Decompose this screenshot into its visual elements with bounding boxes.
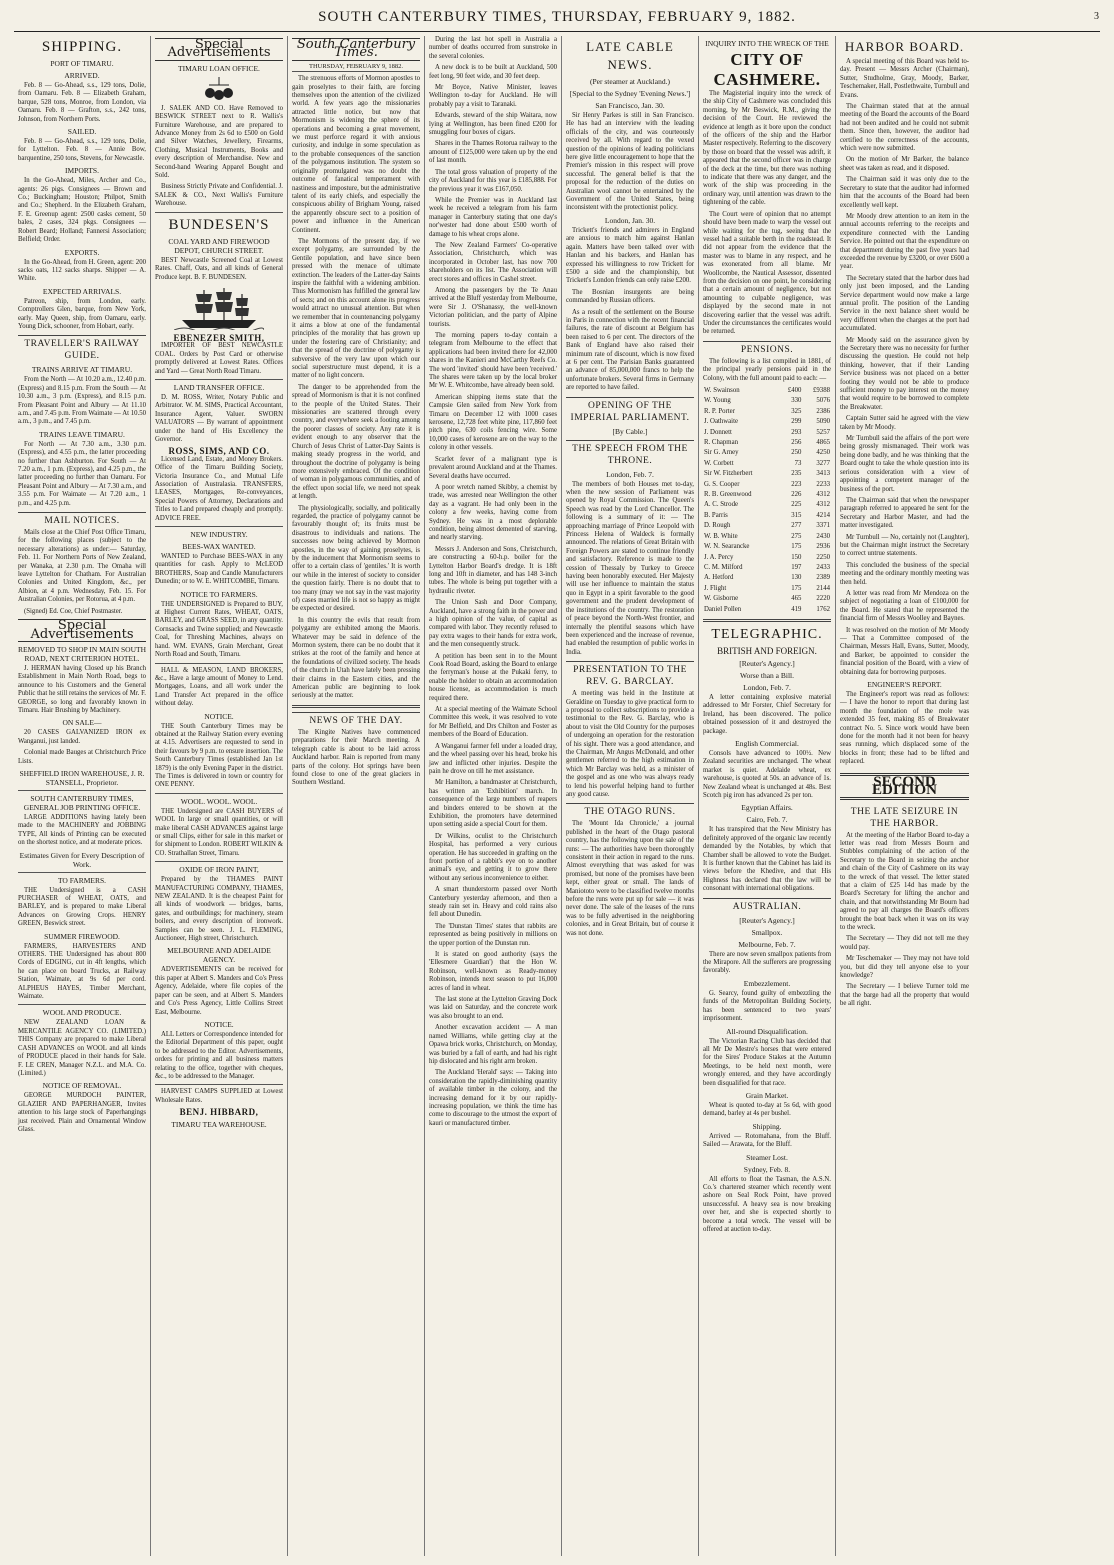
presentation-text: A meeting was held in the Institute at Geraldine on Tuesday to give practical form to a proposal to collect subscriptions to provide a testimonial to the Rev. G. Barclay, who is about to visit the Old Country for the purposes of undergoing an operation for the restoration of his sight. There was a good attendance, and the Chairman, Mr Angus McDonald, and other gentlemen referred to the high estimation in which Mr Barclay was held, as a minister of the gospel and as one who was always ready to lend his powerful helping hand to further any good cause. xyxy=(566,690,694,798)
cable-text-3: The Bosnian insurgents are being commanded by Russian officers. xyxy=(566,288,694,305)
pension-row xyxy=(703,459,831,469)
pensions-heading: PENSIONS. xyxy=(703,341,831,356)
hibbard-heading: BENJ. HIBBARD, xyxy=(179,1107,259,1118)
pension-cell-b: 3371 xyxy=(816,522,830,530)
smallpox-heading: Smallpox. xyxy=(751,927,783,937)
ebenezer-heading: EBENEZER SMITH, xyxy=(173,332,265,343)
hibbard-sub: TIMARU TEA WAREHOUSE. xyxy=(171,1119,267,1129)
shipping-heading-2: Shipping. xyxy=(752,1121,782,1131)
notice-farmers-heading: NOTICE TO FARMERS. xyxy=(180,589,258,599)
pension-cell-name: J. Oathwaite xyxy=(704,418,738,426)
news-item: Among the passengers by the Te Anau arrived at the Bluff yesterday from Melbourne, were Sir J. O'Shanassy, the well-known Victorian politician, and the party of Alpine tourists. xyxy=(429,286,557,328)
australian-reuter: [Reuter's Agency.] xyxy=(739,915,795,925)
arrived-heading: ARRIVED. xyxy=(64,71,100,80)
harvest-text: HARVEST CAMPS SUPPLIED at Lowest Wholesale Rates. xyxy=(155,1088,283,1104)
land-transfer-heading: LAND TRANSFER OFFICE. xyxy=(173,382,265,392)
pension-cell-b: 2433 xyxy=(816,563,830,571)
speech-heading: THE SPEECH FROM THE THRONE. xyxy=(566,440,694,467)
egypt-heading: Egyptian Affairs. xyxy=(741,803,793,813)
harbor-p9: Mr Turnbull said the affairs of the port were being grossly mismanaged. Their work was being done badly, and he was thinking that the Board ought to take the whole question into its serious consideration with a view of appointing a competent manager of the business of the port. xyxy=(840,435,969,493)
pension-cell-b: 2389 xyxy=(816,574,830,582)
pension-cell-name: Sir G. Arney xyxy=(704,449,739,457)
news-item: Edwards, steward of the ship Waitara, now lying at Wellington, has been fined £200 for smuggling four boxes of cigars. xyxy=(429,112,557,137)
pension-cell-a: 465 xyxy=(791,595,802,603)
pension-row xyxy=(703,469,831,479)
news-item: A Wanganui farmer fell under a loaded dray, and the wheel passing over his head, broke his jaw and inflicted other injuries. Despite the pain he drove on till he met assistance. xyxy=(429,742,557,775)
embezzlement-heading: Embezzlement. xyxy=(743,978,791,988)
harbor-p2: The Chairman stated that at the annual meeting of the Board the accounts of the Board had not been audited and he could not submit them. Since then, however, the auditor had certified to the correctness of the accounts, which were now submitted. xyxy=(840,103,969,153)
engineer-report-heading: ENGINEER'S REPORT. xyxy=(867,680,942,690)
imports-heading: IMPORTS. xyxy=(65,166,99,176)
ebenezer-text: IMPORTER OF BEST NEWCASTLE COAL. Orders by Post Card or otherwise promptly delivered at Lowest Rates. Offices and Yard — Great North Road Timaru. xyxy=(155,342,283,375)
estimates-line: Estimates Given for Every Description of Work. xyxy=(19,850,145,869)
melbourne-agency-heading: MELBOURNE AND ADELAIDE AGENCY. xyxy=(167,946,271,965)
australian-heading: AUSTRALIAN. xyxy=(703,898,831,913)
on-sale-heading: ON SALE— xyxy=(62,718,102,728)
editorial-p4: The physiologically, socially, and politically regarded, the practice of polygamy cannot be favourably thought of; its fruits must be disastrous to individuals and nations. The successes now being achieved by Mormon apostles, in the way of gaining proselytes, is by the inducement that Mormonism seems to offer to a certain class of 'gentiles.' It is worth our while in the interest of society to consider the question fairly. There is no doubt that to too many (may we not say in the vast majority of) cases married life is not so happy as might be expected or desired. xyxy=(292,504,420,613)
news-item: The New Zealand Farmers' Co-operative Association, Christchurch, which was incorporated in October last, has now 700 shareholders on its list. The Association will erect stores and offices in Cashel street. xyxy=(429,241,557,283)
notice-2-text: ALL Letters or Correspondence intended for the Editorial Department of this paper, ought to be addressed to the Editor. Advertisements, orders for printing and all business matters relating to the office, together with cheques, &c., to be addressed to the Manager. xyxy=(155,1030,283,1080)
pension-cell-a: 197 xyxy=(791,563,802,571)
paint-heading: OXIDE OF IRON PAINT, xyxy=(179,865,259,875)
parliament-sub: [By Cable.] xyxy=(612,426,648,436)
pension-row xyxy=(703,438,831,448)
harbor-p7: Mr Moody said on the assurance given by the Secretary there was no necessity for further discussing the question. He could not help thinking, however, that if their Landing Service business was not placed on a better footing they would not be able to produce sufficient money to pay interest on the money that would require to be borrowed to complete the Breakwater. xyxy=(840,336,969,411)
pension-cell-a: 299 xyxy=(791,418,802,426)
pension-cell-a: 277 xyxy=(791,522,802,530)
pension-row xyxy=(703,417,831,427)
pension-cell-b: 1762 xyxy=(816,605,830,613)
telegraphic-heading: TELEGRAPHIC. xyxy=(711,626,823,642)
pension-cell-a: 275 xyxy=(791,532,802,540)
news-item: Another excavation accident — A man named Williams, while getting clay at the Opawa brick works, Christchurch, on Monday, was buried by a fall of earth, and had his right hip dislocated and his right arm broken. xyxy=(429,1024,557,1065)
commercial-text: Consols have advanced to 100½. New Zealand securities are unchanged. The wheat market is quiet. Adelaide wheat, ex warehouse, is quoted at 50s. an advance of 1s. New Zealand wheat is unchanged at 48s. Best Scotch pig iron has advanced 2s per ton. xyxy=(703,749,831,799)
steamer-lost-date: Sydney, Feb. 8. xyxy=(743,1164,791,1174)
salek-text: Business Strictly Private and Confidential. J. SALEK & CO., Next Wallis's Furniture Warehouse. xyxy=(155,183,283,208)
pension-cell-b: 2250 xyxy=(816,553,830,561)
pension-cell-b: 4312 xyxy=(816,491,830,499)
expected-text: Patreon, ship, from London, early. Comptrollers Glen, barque, from New York, early. May Queen, ship, from Oamaru, early. Young Dick, schooner, from Hobart, early. xyxy=(18,297,146,330)
pension-row xyxy=(703,563,831,573)
pension-cell-a: 175 xyxy=(791,584,802,592)
pension-cell-a: 330 xyxy=(791,397,802,405)
cable-heading: LATE CABLE NEWS. xyxy=(586,39,674,72)
pension-cell-b: £9388 xyxy=(813,387,830,394)
special-ads-heading: Special Advertisements xyxy=(18,619,146,642)
otago-heading: THE OTAGO RUNS. xyxy=(566,803,694,818)
pension-cell-name: W. Gisborne xyxy=(704,595,739,603)
pawn-sign-icon xyxy=(204,77,234,101)
trains-arrive-text: From the North — At 10.20 a.m., 12.40 p.m. (Express) and 8.15 p.m. From the South — At 10.30 a.m., 3 p.m. (Express), and 8.15 p.m. From Pleasant Point and Albury — At 11.10 a.m., and 7.45 p.m. From Waimate — At 10.50 a.m., 3 p.m., and 7.45 p.m. xyxy=(18,376,146,426)
mail-text: Mails close at the Chief Post Office Timaru, for the following places (subject to the necessary alterations) as under:— Saturday, Feb. 11. For Northern Ports of New Zealand, per Wanaka, at 2.30 p.m. The Omaha will leave Lyttelton for Chatham. For Australian Colonies and United Kingdom, &c., per Albion, at 4 p.m. Wednesday, Feb. 15. For Australian Colonies, per Rotorua, at 4 p.m. xyxy=(18,529,146,604)
ross-sims-text: Licensed Land, Estate, and Money Brokers. Office of the Timaru Building Society, Victoria Insurance Co., and Mutual Life Association of Australasia. TRANSFERS, LEASES, Mortgages, Re-conveyances, Special Powers of Attorney, Declarations and Titles to Land prepared cheaply and promptly. ADVICE FREE. xyxy=(155,455,283,522)
pension-cell-a: 73 xyxy=(794,459,802,467)
column-1 xyxy=(14,36,151,1556)
pension-cell-a: 130 xyxy=(791,574,802,582)
job-printing-heading: SOUTH CANTERBURY TIMES, GENERAL JOB PRINTING OFFICE. xyxy=(23,793,141,812)
pension-cell-name: R. B. Greenwood xyxy=(704,491,752,499)
news-item: While the Premier was in Auckland last week he received a telegram from his farm manager in Canterbury stating that one day's nor'wester had done about £500 worth of damage to his wheat crops alone. xyxy=(429,196,557,238)
pension-row xyxy=(703,521,831,531)
pension-cell-a: 235 xyxy=(791,470,802,478)
grain-heading: Grain Market. xyxy=(745,1090,789,1100)
exports-text: In the Go-Ahead, from H. Green, agent: 200 sacks oats, 112 sacks sharps. Shipper — A. White. xyxy=(18,258,146,283)
engineer-report-text: The Engineer's report was read as follows: — I have the honor to report that during last month the foundation of the mole was extended 35 feet, making 85 of Breakwater contract No. 5. Since work would have been done for the month had it not been for heavy seas running, which displaced some of the blocks in front; these had to be lifted and replaced. xyxy=(840,691,969,766)
pension-cell-a: 150 xyxy=(791,553,802,561)
notice-heading: NOTICE. xyxy=(204,711,234,721)
pension-row xyxy=(703,573,831,583)
news-item: The Auckland 'Herald' says: — Taking into consideration the rapidly-diminishing quantity of available timber in the colony, and the increasing demand for it by our rapidly-increasing population, we think the time has come to discourage to the utmost the export of kauri or manufactured timber. xyxy=(429,1069,557,1127)
speech-text: The members of both Houses met to-day, when the new session of Parliament was opened by Royal Commission. The Queen's Speech was read by the Lord Chancellor. The following is a summary of it: — The approaching marriage of Prince Leopold with Princess Helena of Waldeck is formally announced. The relations of Great Britain with Foreign Powers are stated to continue friendly and satisfactory. Reference is made to the cession of Thessaly by Turkey to Greece having been honorably executed. Her Majesty will use her influence to maintain the status quo in Egypt in a spirit favorable to the good government and the prudent development of the institutions of the country. The restoration of peace beyond the North-West frontier, and internally the plentiful seasons which have been experienced and the increase of revenue, had enabled the resumption of public works in India. xyxy=(566,480,694,656)
pensions-table xyxy=(703,386,831,615)
mail-heading: MAIL NOTICES. xyxy=(18,512,146,527)
inquiry-text-2: The Court were of opinion that no attempt should have been made to warp the vessel out while waiting for the tug, seeing that the vessel had a suitable berth in the roadstead. It did not appear from the evidence that the master was to blame in any respect, and he was exonerated from all blame. Mr Woollcombe, the Nautical Assessor, dissented from the decision on one point, he considering that a certain amount of negligence, but not amounting to culpable negligence, was displayed by the second mate in not discovering earlier that the vessel was adrift. Under the circumstances the certificates would be returned. xyxy=(703,210,831,336)
pension-cell-a: 419 xyxy=(791,605,802,613)
hall-meason-text: HALL & MEASON, LAND BROKERS, &c., Have a large amount of Money to Lend. Mortgages, Loans, and all work under the Land Transfer Act prepared in the office without delay. xyxy=(155,666,283,708)
harbor-board-heading: HARBOR BOARD. xyxy=(844,39,965,54)
pension-cell-name: Sir W. Fitzherbert xyxy=(704,470,753,478)
editorial-p3: The danger to be apprehended from the spread of Mormonism is that it is not confined to the people of the United States. Their missionaries are scattered through every country, and everywhere seek a footing among the poorer classes of society. Any rate it is evident enough to any observer that the Church of Jesus Christ of Latter-Day Saints is making steady progress in the world, and throughout the doctrine of polygamy is being more extensively embraced. Of the condition of woman in polygamous communities, and of the effect upon social life, we need not speak at length. xyxy=(292,383,420,501)
embezzlement-text: G. Searcy, found guilty of embezzling the funds of the Metropolitan Building Society, has been sentenced to two years' imprisonment. xyxy=(703,989,831,1023)
harbor-p5: Mr Moody drew attention to an item in the annual accounts referring to the receipts and expenditure connected with the Landing Service. He pointed out that the expenditure on that department during the past five years had exceeded the revenue by £3200, or over £600 a year. xyxy=(840,212,969,271)
news-text: The Kingite Natives have commenced preparations for their March meeting. A telegraph cable is about to be laid across Auckland harbor. Rain is reported from many parts of the colony. Hot springs have been found close to one of the great glaciers in Southern Westland. xyxy=(292,728,420,787)
columns xyxy=(14,36,1100,1556)
farmers-text: THE Undersigned is a CASH PURCHASER of WHEAT, OATS, and BARLEY, and is prepared to make Liberal Advances on Growing Crops. HENRY GREEN, Beswick street. xyxy=(18,886,146,928)
pension-cell-name: J. Donnett xyxy=(704,428,732,436)
harbor-p13: A letter was read from Mr Mendoza on the subject of negotiating a loan of £100,000 for the Board. He stated that he represented the financial firm of Messrs Woolley and Baynes. xyxy=(840,589,969,623)
second-edition-heading: SECOND EDITION xyxy=(840,773,969,800)
bundesen-text: BEST Newcastle Screened Coal at Lowest Rates. Chaff, Oats, and all kinds of General Produce kept. B. F. BUNDESEN. xyxy=(155,256,283,281)
wool-produce-text: NEW ZEALAND LOAN & MERCANTILE AGENCY CO. (LIMITED.) THIS Company are prepared to make Liberal CASH ADVANCES on WOOL and all kinds of PRODUCE placed in their hands for Sale. F. LE CREN, Manager N.Z.L. and M.A. Co. (Limited.) xyxy=(18,1019,146,1077)
pension-cell-name: R. P. Porter xyxy=(704,407,735,415)
pension-cell-b: 5257 xyxy=(816,428,830,436)
loan-office-heading: TIMARU LOAN OFFICE. xyxy=(178,63,260,73)
column-4 xyxy=(425,36,562,1556)
pension-row xyxy=(703,428,831,438)
editorial-p1: The strenuous efforts of Mormon apostles to gain proselytes to their faith, are forcing themselves upon the attention of the civilized world. A few years ago the missionaries attracted little notice, but now that Mormonism is widening the sphere of its operations and becoming a great movement, we must perforce regard it with anxious curiosity, and indulge in some speculation as to the probable consequences of the sanction of the polygamous institution. The system so originally promulgated was no doubt the outcome of fanatical temperament with nastiness and imposture, but the administrative talent of its early chiefs, and especially the conspicuous ability of Brigham Young, raised the apparently obscure sect to a position of power and influence in the American Continent. xyxy=(292,75,420,234)
pension-row xyxy=(703,584,831,594)
editorial-p2: The Mormons of the present day, if we except polygamy, are surrounded by the Gentile population, and have since been pressed with the menace of ultimate extinction. The leaders of the Latter-day Saints inspire the faithful with a widening ambition. Thus Mormonism has fulfilled the general law of sects; and on this account alone its progress would attract no unusual attention. But when we remember that in countenancing polygamy it aims a blow at one of the fundamental principles of the morality that has grown up under the fostering care of Christianity; and that the spread of the doctrine of polygamy is subversive of the very law upon which our social superstructure must depend, it is a matter of no light concern. xyxy=(292,237,420,380)
pension-cell-a: 250 xyxy=(791,449,802,457)
pension-cell-name: J. A. Percy xyxy=(704,553,734,561)
pension-cell-b: 2936 xyxy=(816,543,830,551)
news-item: The total gross valuation of property of the city of Auckland for this year is £185,888. For the previous year it was £167,050. xyxy=(429,168,557,193)
seizure-text-2: The Secretary — They did not tell me they would pay. xyxy=(840,935,969,951)
dateline-london-2: London, Feb. 7. xyxy=(606,469,654,479)
news-item: A petition has been sent in to the Mount Cook Road Board, asking the Board to enlarge the ferryman's house at the Pukaki ferry, to enable the holder to obtain an accommodation house license, as accommodation is much required there. xyxy=(429,652,557,702)
pension-row xyxy=(703,532,831,542)
port-heading: PORT OF TIMARU. xyxy=(50,59,114,68)
pension-cell-b: 2220 xyxy=(816,595,830,603)
beeswax-heading: BEES-WAX WANTED. xyxy=(182,542,256,552)
mail-signature: (Signed) Ed. Coe, Chief Postmaster. xyxy=(24,607,123,615)
cable-sub: (Per steamer at Auckland.) xyxy=(590,77,670,86)
news-item: Mr Boyce, Native Minister, leaves Wellington to-day for Auckland. He will probably pay a visit to Taranaki. xyxy=(429,84,557,108)
pension-cell-name: Daniel Pollen xyxy=(704,605,742,613)
pension-cell-name: B. Parris xyxy=(704,511,728,519)
pension-row xyxy=(703,396,831,406)
smallpox-date: Melbourne, Feb. 7. xyxy=(738,939,796,949)
news-item: A smart thunderstorm passed over North Canterbury yesterday afternoon, and then a steady rain set in. Heavy and cold rains also fell about Dunedin. xyxy=(429,886,557,919)
firewood-heading: SUMMER FIREWOOD. xyxy=(44,931,120,941)
pension-cell-name: W. Young xyxy=(704,397,731,405)
colonial-ad: Colonial made Bauges at Christchurch Price Lists. xyxy=(18,749,146,765)
trains-arrive-heading: TRAINS ARRIVE AT TIMARU. xyxy=(31,365,133,375)
pension-cell-name: A. Hetford xyxy=(704,574,734,582)
pension-cell-b: 2430 xyxy=(816,532,830,540)
pensions-intro: The following is a list compiled in 1881, of the principal yearly pensions paid in the Colony, with the full amount paid to each: — xyxy=(703,357,831,382)
bundesen-sub: COAL YARD AND FIREWOOD DEPOT, CHURCH STREET. xyxy=(168,236,270,255)
notice-farmers-text: THE UNDERSIGNED is Prepared to BUY, at Highest Current Rates, WHEAT, OATS, BARLEY, and GRASS SEED, in any quantity. Cornsacks and Twine supplied; and Newcastle Coal, for Threshing Machines, always on hand. WM. EVANS, Grain Merchant, Great North Road and South, Timaru. xyxy=(155,600,283,659)
seizure-text-3: Mr Teschemaker — They may not have told you, but did they tell anyone else to your knowledge? xyxy=(840,955,969,979)
dateline-sf: San Francisco, Jan. 30. xyxy=(595,101,665,110)
worse-date: London, Feb. 7. xyxy=(743,682,791,692)
pension-cell-a: 293 xyxy=(791,428,802,436)
farmers-heading: TO FARMERS. xyxy=(57,875,107,885)
pension-cell-a: 223 xyxy=(791,480,802,488)
otago-text: The 'Mount Ida Chronicle,' a journal published in the heart of the Otago pastoral country, has the following upon the sale of the runs: — The authorities have been thoroughly consistent in their action in regard to the runs. Almost everything that was asked for was promised, but none of the promises have been kept, either great or small. The lands of Maniototo were to be classified twelve months before the runs were put up for sale — it was never done. The sale of the leases of the runs was to be fully advertised in the neighboring colonies, and in Great Britain, but of course it was not done. xyxy=(566,820,694,937)
pension-cell-name: C. M. Milford xyxy=(704,563,743,571)
news-item: During the last hot spell in Australia a number of deaths occurred from sunstroke in the several colonies. xyxy=(429,36,557,60)
ship-icon xyxy=(174,286,264,330)
column-2 xyxy=(151,36,288,1556)
news-item: A poor wretch named Skibby, a chemist by trade, was arrested near Wellington the other day as a vagrant. He had only been in the colony a few weeks, having come from Sydney. He was in a most deplorable condition, being almost demented of starving, and nearly starving. xyxy=(429,483,557,542)
pension-cell-name: W. N. Searancke xyxy=(704,543,750,551)
wool-text: THE Undersigned are CASH BUYERS of WOOL In large or small quantities, or will make liberal CASH ADVANCES against large or small Clips, either for sale in this market or for shipment to London. ROBERT WILKIN & CO. Strathallan Street, Timaru. xyxy=(155,807,283,857)
inquiry-text-1: The Magisterial inquiry into the wreck of the ship City of Cashmere was concluded this morning, by Mr Beswick, R.M., giving the decision of the Court. He reviewed the evidence at length as it bore upon the conduct of the officers of the ship and the Harbor Master respectively. Referring to the discovery by those on board that the vessel was adrift, it appeared that the second officer was in charge of the deck at the time, but there was nothing to indicate that there was any danger, and the work of the ship was proceeding in the ordinary way, until attention was drawn to the tightening of the cable. xyxy=(703,90,831,207)
seizure-text: At the meeting of the Harbor Board to-day a letter was read from Messrs Bourn and Stubbles complaining of the action of the Secretary to the Board in seizing the anchor and chain of the City of Cashmere on its way to the wreck of that vessel. The letter stated that a claim of £25 14d has made by the Board's Secretary for lifting the anchor and chain, and that notwithstanding Mr Bourn had agreed to pay all charges the Board's officers brought the boat back when it was on its way to the wreck. xyxy=(840,831,969,931)
ross-sims-heading: ROSS, SIMS, AND CO. xyxy=(168,446,270,457)
loan-text: J. SALEK AND CO. Have Removed to BESWICK STREET next to R. Wallis's Furniture Warehouse, and are prepared to Advance Money from 2s 6d to £500 on Gold and Silver Watches, Jewellery, Firearms, Clothing, Musical Instruments, Books and every description of Merchandise. New and Second-hand Wearing Apparel Bought and Sold. xyxy=(155,104,283,180)
pension-cell-name: R. Chapman xyxy=(704,439,738,447)
pension-row xyxy=(703,448,831,458)
paint-text: Prepared by the THAMES PAINT MANUFACTURING COMPANY, THAMES, NEW ZEALAND. It is the cheapest Paint for all kinds of woodwork — bridges, barns, gates, and outbuildings; for machinery, steam boilers, and every description of ironwork. Samples can be seen. J. L. FLEMING, Auctioneer, High street, Christchurch. xyxy=(155,876,283,943)
land-transfer-text: D. M. ROSS, Writer, Notary Public and Arbitrator. W. M. SIMS, Practical Accountant, Insurance Agent, Valuer. SWORN VALUATORS — By warrant of appointment under the hand of His Excellency the Governor. xyxy=(155,393,283,443)
news-item: The last stone at the Lyttelton Graving Dock was laid on Saturday, and the concrete work was also brought to an end. xyxy=(429,996,557,1020)
pension-cell-a: £400 xyxy=(787,387,802,394)
column-7 xyxy=(836,36,973,1556)
inquiry-heading: INQUIRY INTO THE WRECK OF THE xyxy=(705,39,829,48)
wool-heading: WOOL. WOOL. WOOL. xyxy=(180,796,258,806)
news-item: Messrs J. Anderson and Sons, Christchurch, are constructing a 60-h.p. boiler for the Lyttelton Harbor Board's dredge. It is 18ft long and 10ft in diameter, and has 148 3-inch tubes. The whole is being put together with a hydraulic riveter. xyxy=(429,545,557,595)
pension-cell-b: 4214 xyxy=(816,511,830,519)
worse-text: A letter containing explosive material addressed to Mr Forster, Chief Secretary for Ireland, has been discovered. The police obtained possession of it and destroyed the package. xyxy=(703,693,831,735)
herman-ad: J. HERMAN having Closed up his Branch Establishment in Main North Road, begs to announce to his Customers and the General Public that he still retains the services of Mr. F. GEORGE, so long and favorably known in Timaru. Hair Brushing by Machinery. xyxy=(18,664,147,714)
newspaper-title: SOUTH CANTERBURY TIMES, THURSDAY, FEBRUARY 9, 1882. xyxy=(318,9,796,25)
pension-cell-name: A. C. Strode xyxy=(704,501,738,509)
pension-cell-a: 226 xyxy=(791,491,802,499)
column-6 xyxy=(699,36,836,1556)
harbor-p3: On the motion of Mr Barker, the balance sheet was taken as read, and it disposed. xyxy=(840,156,969,172)
arrived-text: Feb. 8 — Go-Ahead, s.s., 129 tons, Dolie, from Oamaru. Feb. 8 — Elizabeth Graham, barque, 528 tons, Monroe, from London, via Oamaru. Feb. 8 — Grafton, s.s., 242 tons, Johnson, from Northern Ports. xyxy=(18,82,146,123)
pension-row xyxy=(703,407,831,417)
column-5 xyxy=(562,36,699,1556)
disqualification-text: The Victorian Racing Club has decided that all Mr De Mestre's horses that were entered for the Sires' Produce Stakes at the Autumn Meetings, to be held next month, were wrongly entered, and they have accordingly been disqualified for that race. xyxy=(703,1037,831,1087)
pension-cell-b: 2233 xyxy=(816,480,830,488)
pension-cell-name: W. B. White xyxy=(704,532,738,540)
harbor-p10: The Chairman said that when the newspaper paragraph referred to appeared he sent for the Secretary and Harbor Master, and had the matter investigated. xyxy=(840,496,969,530)
pension-row xyxy=(703,594,831,604)
british-foreign-heading: BRITISH AND FOREIGN. xyxy=(717,645,817,656)
pension-cell-b: 3413 xyxy=(816,470,830,478)
pension-cell-name: J. Flight xyxy=(704,584,727,592)
news-item: The 'Dunstan Times' states that rabbits are represented as being positively in millions on the upper portion of the Dunstan run. xyxy=(429,922,557,947)
smallpox-text: There are now seven smallpox patients from the Mirapore. All the sufferers are progressing favorably. xyxy=(703,950,831,975)
removal-text: GEORGE MURDOCH PAINTER, GLAZIER AND PAPERHANGER, Invites attention to his large stock of Paperhangings just received. Plain and Ornamental Window Glass. xyxy=(18,1092,146,1133)
news-item: The Union Sash and Door Company, Auckland, have a strong faith in the power and a high opinion of the value, of capital as compared with labor. They recently refused to pay extra wages to their hands for extra work, and the men consequently struck. xyxy=(429,599,557,649)
worse-heading: Worse than a Bill. xyxy=(740,670,794,680)
pension-cell-a: 175 xyxy=(791,543,802,551)
editorial-date: THURSDAY, FEBRUARY 9, 1882. xyxy=(292,63,420,72)
beeswax-text: WANTED to Purchase BEES-WAX in any quantities for cash. Apply to McLEOD BROTHERS, Soap and Candle Manufacturers Dunedin; or to W. E. WHITCOMBE, Timaru. xyxy=(155,553,283,586)
pension-row xyxy=(703,490,831,500)
pension-row xyxy=(703,542,831,552)
trains-leave-heading: TRAINS LEAVE TIMARU. xyxy=(39,429,125,439)
news-item: It is stated on good authority (says the 'Ellesmere Guardian') that the Hon W. Robinson, well-known as Ready-money Robinson, intends next season to put 16,000 acres of land in wheat. xyxy=(429,951,557,992)
steamer-lost-heading: Steamer Lost. xyxy=(746,1152,788,1162)
harbor-p8: Captain Sutter said he agreed with the view taken by Mr Moody. xyxy=(840,415,969,431)
pension-cell-b: 5090 xyxy=(816,418,830,426)
harbor-p11: Mr Turnbull — No, certainly not (Laughter), but the Chairman might instruct the Secretary to correct untrue statements. xyxy=(840,533,969,558)
pension-cell-name: G. S. Cooper xyxy=(704,480,740,488)
wool-produce-heading: WOOL AND PRODUCE. xyxy=(42,1008,122,1018)
special-ads-heading-2: Special Advertisements xyxy=(155,38,283,61)
pension-row xyxy=(703,386,831,396)
removed-heading: REMOVED TO SHOP IN MAIN SOUTH ROAD, NEXT CRITERION HOTEL. xyxy=(18,644,146,663)
egypt-text: It has transpired that the New Ministry has definitely approved of the organic law recently demanded by the Notables, by which that Chamber shall be allowed to vote the Budget. It is further known that the Cabinet has laid its views before the Khedive, and that His Highness has declared that the law will be consonant with international obligations. xyxy=(703,826,831,893)
grain-text: Wheat is quoted to-day at 5s 6d, with good demand, barley at 4s per bushel. xyxy=(703,1101,831,1118)
pension-cell-a: 325 xyxy=(791,407,802,415)
shipping-heading: SHIPPING. xyxy=(41,39,123,55)
harbor-p6: The Secretary stated that the harbor dues had only just been imposed, and the Landing Service department would now make a large annual profit. The position of the Landing Service in the next balance sheet would be very different when the charges at the port had accumulated. xyxy=(840,274,969,333)
inquiry-title: CITY OF CASHMERE. xyxy=(713,50,821,89)
pension-row xyxy=(703,480,831,490)
editorial-p5: In this country the evils that result from polygamy are exhibited among the Maoris. Whatever may be said in defence of the Mormon system, there can be no doubt that it strikes at the root of the family and hence at the foundations of civilized society. The heads of the church in Utah have lately been pressing their claims in the Eastern cities, and the American public are beginning to look seriously at the matter. xyxy=(292,616,420,700)
firewood-text: FARMERS, HARVESTERS AND OTHERS. THE Undersigned has about 800 Cords of EDGING, cut in 4ft lengths, which he can place on board Trucks, at Railway Station, Waimate, at 9s 6d per cord. ALPHEUS HAYES, Timber Merchant, Waimate. xyxy=(18,942,146,1001)
pension-row xyxy=(703,553,831,563)
news-item: The morning papers to-day contain a telegram from Melbourne to the effect that applications had been invited there for 42,000 shares in the Kanieri and McCarthy Reefs Co. The word 'invited' should have been 'received.' The shares were taken up by the local broker Mr W. E. Whitcombe, have already been sold. xyxy=(429,332,557,390)
cable-text-1: Sir Henry Parkes is still in San Francisco. He has had an interview with the leading officials of the city, and was courteously received by all. With regard to the vexed question of the opinions of leading politicians here give little encouragement to hope that the Premier's mission in this respect will prove successful. The general belief is that the proposal for the reduction of the duties on Australian wool cannot be entertained by the Government of the United States, being inconsistent with the protectionist policy. xyxy=(566,112,694,212)
railway-heading: TRAVELLER'S RAILWAY GUIDE. xyxy=(18,335,146,362)
pension-cell-name: D. Rough xyxy=(704,522,731,530)
reuter-note: [Reuter's Agency.] xyxy=(739,658,795,668)
iron-ad: 20 CASES GALVANIZED IRON ex Wanganui, just landed. xyxy=(18,729,146,745)
presentation-heading: PRESENTATION TO THE REV. G. BARCLAY. xyxy=(566,661,694,688)
news-item: Scarlet fever of a malignant type is prevalent around Auckland and at the Thames. Several deaths have occurred. xyxy=(429,455,557,480)
pension-row xyxy=(703,511,831,521)
bundesen-heading: BUNDESEN'S xyxy=(168,216,270,233)
expected-heading: EXPECTED ARRIVALS. xyxy=(42,286,122,296)
sailed-heading: SAILED. xyxy=(67,127,97,137)
sailed-text: Feb. 8 — Go-Ahead, s.s., 129 tons, Dolie, for Lyttelton. Feb. 8 — Annie Bow, barquentine, 250 tons, Stevens, for Newcastle. xyxy=(18,138,146,162)
dateline-london: London, Jan. 30. xyxy=(604,215,656,225)
disqualification-heading: All-round Disqualification. xyxy=(726,1026,808,1036)
egypt-date: Cairo, Feb. 7. xyxy=(746,815,788,825)
new-industry-heading: NEW INDUSTRY. xyxy=(190,530,248,540)
parliament-heading: OPENING OF THE IMPERIAL PARLIAMENT. xyxy=(566,397,694,424)
imports-text: In the Go-Ahead, Miles, Archer and Co., agents: 26 pigs. Consignees — Brown and Co.; Buckingham; Houston; Philpot, Smith and Co.; Shepherd. In the Elizabeth Graham, F. E. Greenup agent: 2500 casks cement, 50 bales, 2 cases, 324 pkgs. Consignees — Robert Beard; Holland; Fannersi Association; Belfield; Order. xyxy=(18,177,146,244)
steamer-lost-text: All efforts to float the Tasman, the A.S.N. Co.'s chartered steamer which recently went ashore on Seal Rock Point, have proved unsuccessful. A heavy sea is now breaking over her, and she is expected shortly to become a total wreck. The vessel will be offered at auction to-day. xyxy=(703,1175,831,1233)
harbor-p4: The Chairman said it was only due to the Secretary to state that the auditor had informed him that the accounts of the Board had been excellently well kept. xyxy=(840,176,969,209)
pension-cell-b: 4250 xyxy=(816,449,830,457)
news-item: A new dock is to be built at Auckland, 500 feet long, 90 feet wide, and 30 feet deep. xyxy=(429,64,557,80)
pension-cell-b: 5076 xyxy=(816,397,830,405)
pension-cell-a: 225 xyxy=(791,501,802,509)
cable-note: [Special to the Sydney 'Evening News.'] xyxy=(569,89,691,98)
news-item: Shares in the Thames Rotorua railway to the amount of £125,000 were taken up by the end of last month. xyxy=(429,140,557,165)
removal-heading: NOTICE OF REMOVAL. xyxy=(42,1081,122,1091)
news-heading: NEWS OF THE DAY. xyxy=(292,712,420,727)
notice-2-heading: NOTICE. xyxy=(204,1019,234,1029)
seizure-text-4: The Secretary — I believe Turner told me that the barge had all the property that would be all right. xyxy=(840,983,969,1008)
news-item: Mr Hamilton, a bandmaster at Christchurch, has written an 'Exhibition' march. In consequence of the large numbers of reapers and binders entered to be shown at the Exhibition, the promoters have determined upon setting aside a special Court for them. xyxy=(429,779,557,829)
editorial-masthead: South Canterbury Times. xyxy=(292,38,420,61)
news-item: American shipping items state that the Campsie Glen sailed from New York from Timaru on December 12 with 1000 cases kerosene, 12,728 feet white pine, 117,860 feet pitch pine, 630 coils fencing wire. Some 10,000 cases of kerosene are on the way to the colony in other vessels. xyxy=(429,393,557,452)
pension-cell-b: 2144 xyxy=(816,584,830,592)
news-item: At a special meeting of the Waimate School Committee this week, it was resolved to vote for Mr Belfield, and Drs Chilton and Foster as members of the Board of Education. xyxy=(429,706,557,739)
masthead xyxy=(14,9,1100,32)
seizure-heading: THE LATE SEIZURE IN THE HARBOR. xyxy=(850,806,959,829)
pension-row xyxy=(703,500,831,510)
pension-cell-name: W. Corbett xyxy=(704,459,734,467)
harbor-p12: This concluded the business of the special meeting and the ordinary monthly meeting was then held. xyxy=(840,561,969,586)
job-printing-text: LARGE ADDITIONS having lately been made to the MACHINERY and JOBBING TYPE, All kinds of Printing can be executed on the shortest notice, and at moderate prices. xyxy=(18,813,146,847)
melbourne-agency-text: ADVERTISEMENTS can be received for this paper at Albert S. Manders and Co's Press Agency, Adelaide, where file copies of the paper can be seen, and at Albert S. Manders and Co's Press Agency, Little Collins Street East, Melbourne. xyxy=(155,966,283,1016)
harbor-p14: It was resolved on the motion of Mr Moody — That a Committee composed of the Chairman, Messrs Hall, Evans, Sutter, Moody, and Barker, be appointed to consider the financial position of the Board, with a view of obtaining data for borrowing purposes. xyxy=(840,626,969,676)
pension-cell-b: 2386 xyxy=(816,407,830,415)
pension-cell-b: 3277 xyxy=(816,459,830,467)
pension-cell-a: 256 xyxy=(791,439,802,447)
commercial-heading: English Commercial. xyxy=(735,738,799,748)
sheffield-ad: SHEFFIELD IRON WAREHOUSE, J. R. STANSELL, Proprietor. xyxy=(19,768,145,787)
cable-text-2: Trickett's friends and admirers in England are anxious to match him against Hanlan again. Matters have been talked over with Hanlan and his backers, and Hanlan has expressed his willingness to row Trickett for £500 a side and the championship, but Trickett's London friends can only raise £200. xyxy=(566,226,694,285)
cable-text-4: As a result of the settlement on the Bourse in Paris in connection with the recent financial failures, the rate of discount at Belgium has been raised to 6 per cent. The directors of the Bank of England have also raised their minimum rate of discount, which is now fixed at 6 per cent. The Parisian Banks guaranteed an advance of 85,000,000 francs to help the unfortunate brokers. Several firms in Germany are reported to have failed. xyxy=(566,308,694,392)
notice-text: THE South Canterbury Times may be obtained at the Railway Station every evening at 4.15. Advertisers are requested to send in their favours by 9 p.m. to ensure insertion. The South Canterbury Times (established Jan 1st 1879) is the only Evening Paper in the district. The Times is delivered in town or country for ONE PENNY. xyxy=(155,722,283,789)
page-number: 3 xyxy=(1094,11,1100,22)
harbor-p1: A special meeting of this Board was held to-day. Present — Messrs Archer (Chairman), Sutter, Studholme, Gray, Moody, Barker, Teschemaker, Hall, Postlethwaite, Turnbull and Evans. xyxy=(840,58,969,99)
pension-cell-name: W. Swainson xyxy=(704,387,740,394)
pension-cell-b: 4865 xyxy=(816,439,830,447)
exports-heading: EXPORTS. xyxy=(64,247,100,257)
pension-cell-a: 315 xyxy=(791,511,802,519)
pension-row xyxy=(703,605,831,615)
shipping-text-2: Arrived — Rotomahana, from the Bluff. Sailed — Arawata, for the Bluff. xyxy=(703,1132,831,1149)
pension-cell-b: 4312 xyxy=(816,501,830,509)
news-item: Dr Wilkins, oculist to the Christchurch Hospital, has performed a very curious operation. He has succeeded in grafting on the front portion of a rabbit's eye on to another animal's eye, and getting it to grow there without any serious inconvenience to either. xyxy=(429,832,557,882)
column-3 xyxy=(288,36,425,1556)
trains-leave-text: For North — At 7.30 a.m., 3.30 p.m. (Express), and 4.55 p.m., the latter proceeding no further than Ashburton. For South — At 7.20 a.m., 1 p.m. (Express), and 4.25 p.m., the latter proceeding no further than Oamaru. For Pleasant Point and Albury — At 7.30 a.m., and 3.55 p.m. For Waimate — At 7.20 a.m., 1 p.m., and 4.25 p.m. xyxy=(18,440,146,507)
